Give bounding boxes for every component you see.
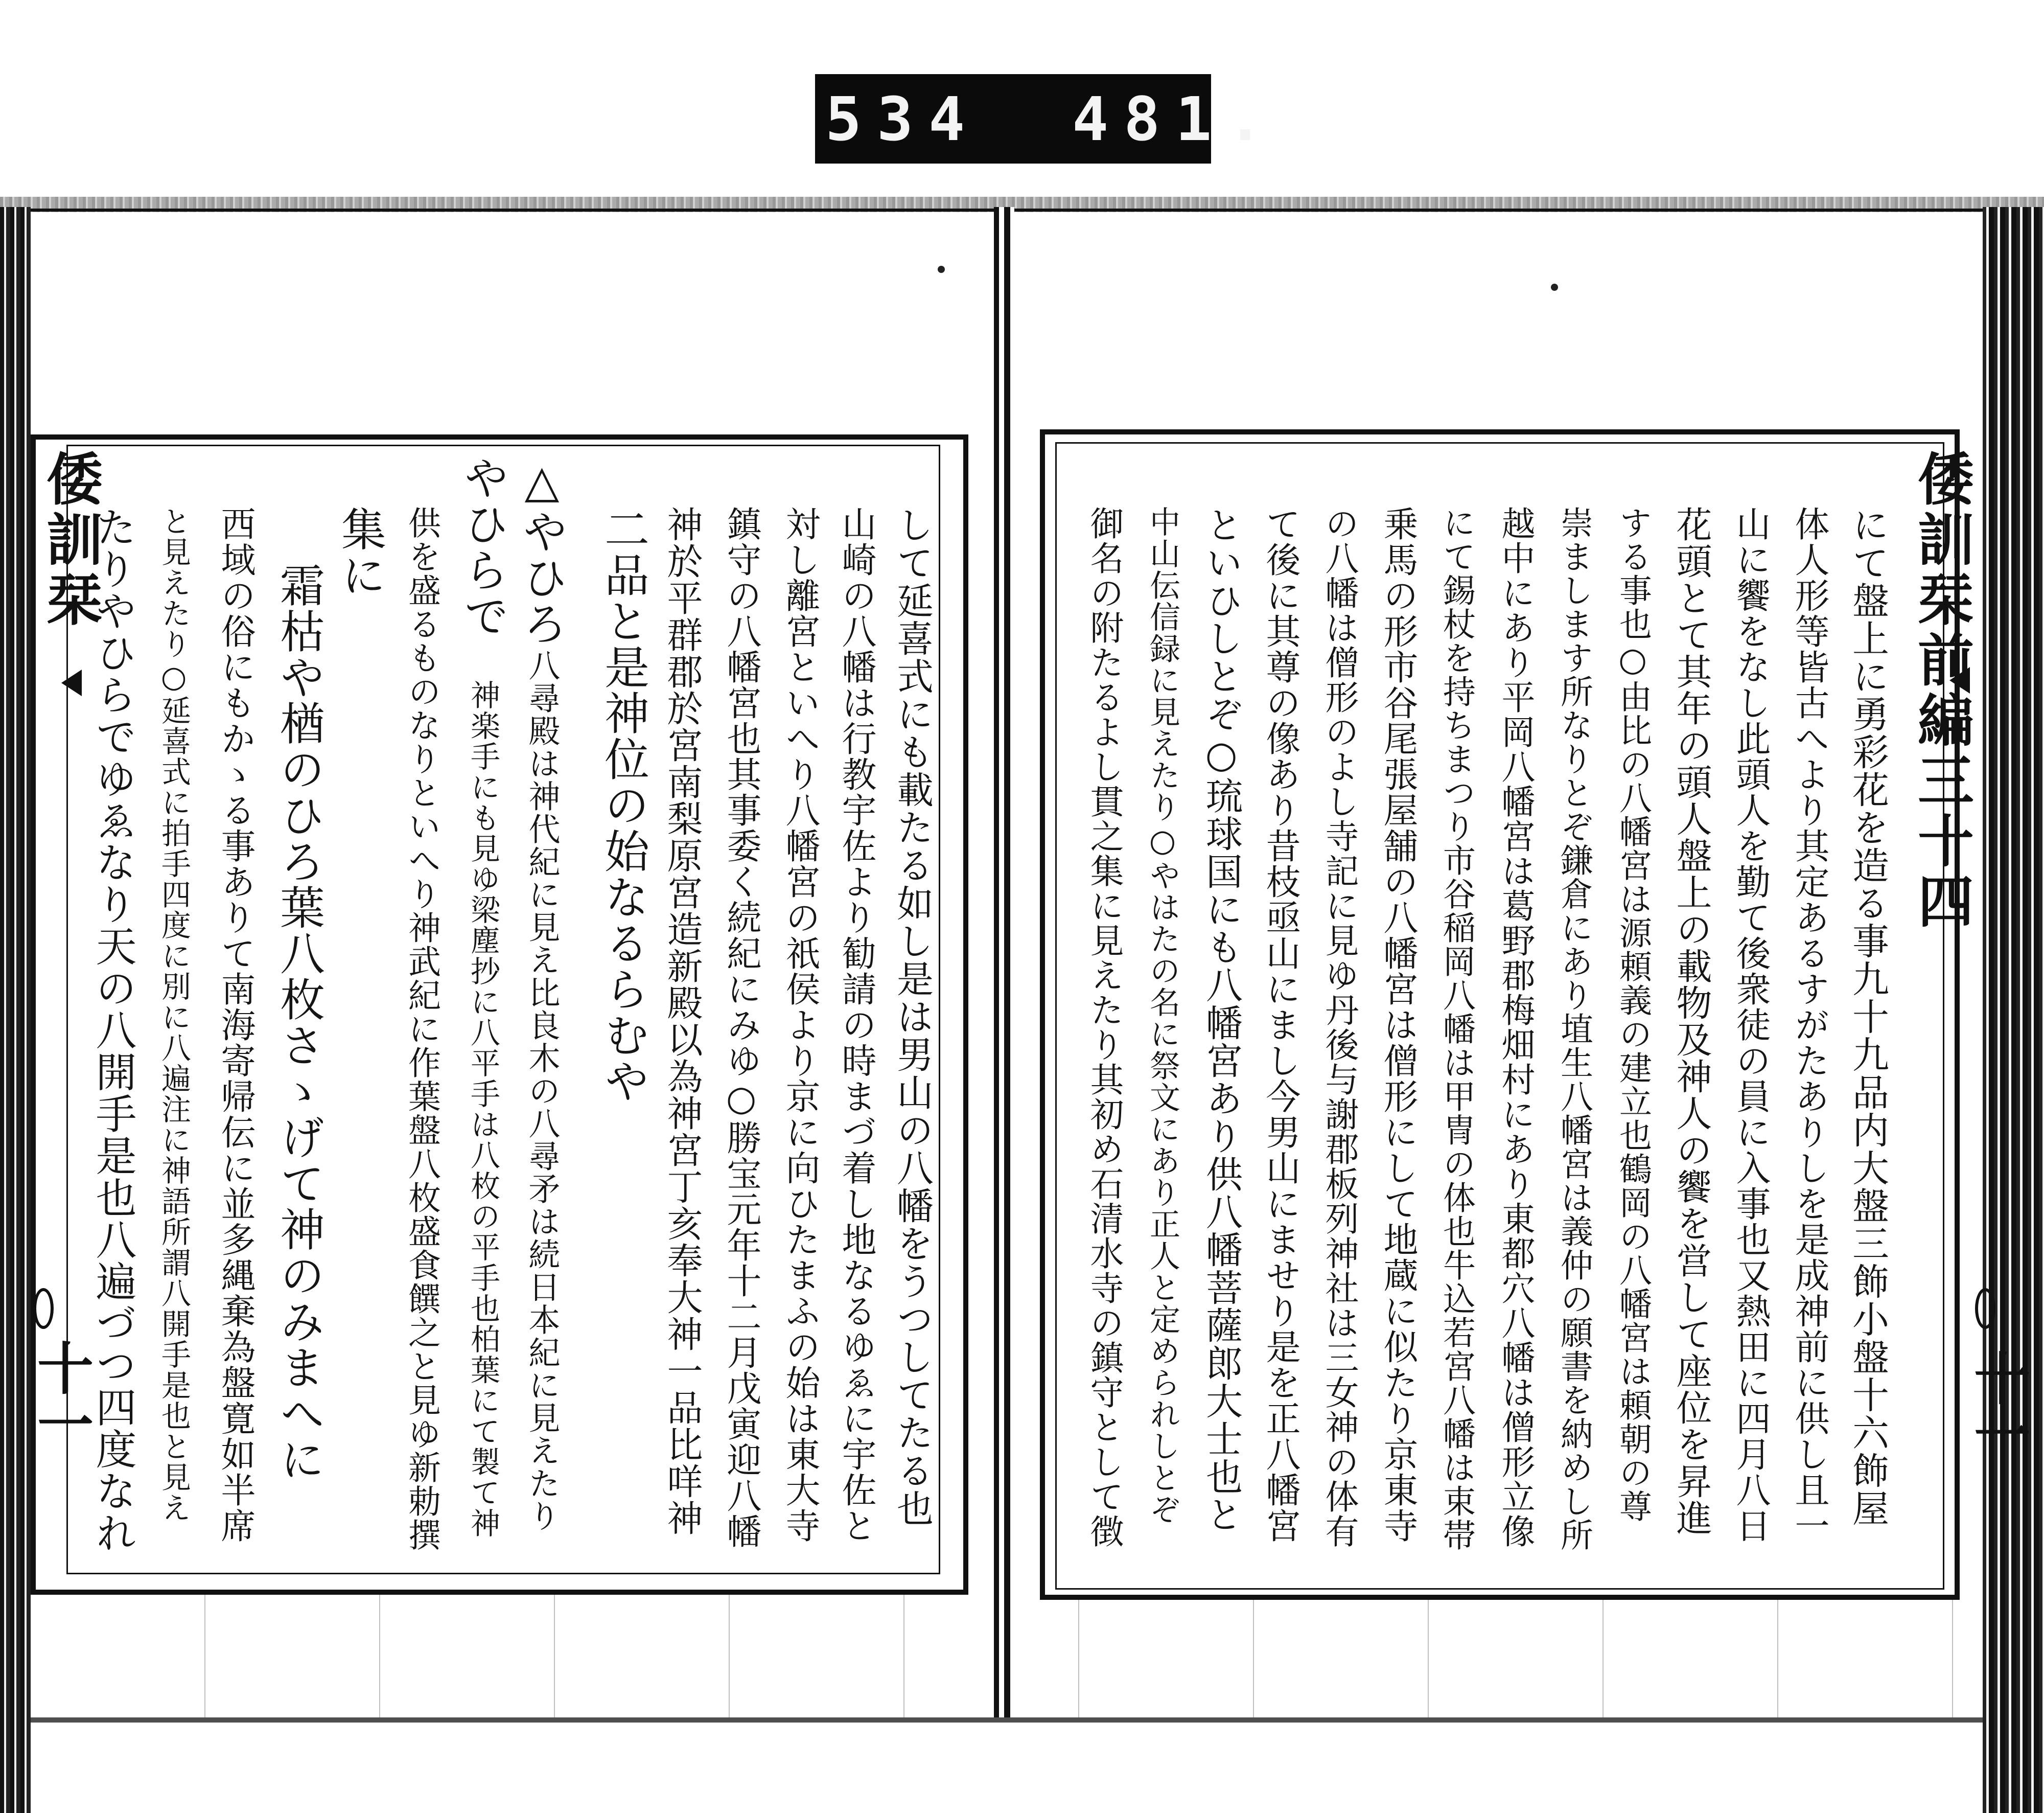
left-text-column: 鎮守の八幡宮也其事委く続紀にみゆ○勝宝元年十二月戊寅迎八幡 (721, 506, 761, 1549)
right-text-column: 越中にあり平岡八幡宮は葛野郡梅畑村にあり東都穴八幡は僧形立像 (1496, 506, 1535, 1549)
left-page-side-title: 倭訓栞 (37, 450, 103, 631)
left-text-column: 山崎の八幡は行教宇佐より勧請の時まづ着し地なるゆゑに宇佐と (836, 506, 876, 1544)
right-page-tab-marker (1949, 667, 1970, 694)
book-left-edge (0, 207, 31, 1813)
archive-number-right: 481. (1072, 83, 1279, 154)
right-text-column: て後に其尊の像あり昔枝亟山にまし今男山にませり是を正八幡宮 (1260, 506, 1300, 1544)
left-text-column: 対し離宮といへり八幡宮の祇侯より京に向ひたまふの始は東大寺 (780, 506, 820, 1544)
book-gutter (994, 207, 1014, 1717)
right-text-column: 花頭とて其年の頭人盤上の載物及神人の饗を営して座位を昇進 (1670, 506, 1712, 1536)
right-text-column: の八幡は僧形のよし寺記に見ゆ丹後与謝郡板列神社は三女神の体有 (1319, 506, 1359, 1549)
left-text-column: して延喜式にも載たる如し是は男山の八幡をうつしてたる也 (891, 506, 934, 1527)
left-text-column: 西域の俗にもかゝる事ありて南海寄帰伝に並多縄棄為盤寛如半席 (215, 506, 256, 1544)
ink-speck (1551, 284, 1558, 291)
book-right-edge (1983, 207, 2044, 1813)
right-text-column: する事也○由比の八幡宮は源頼義の建立也鶴岡の八幡宮は頼朝の尊 (1614, 506, 1652, 1523)
left-text-column: 八尋殿は神代紀に見え比良木の八尋矛は続日本紀に見えたり (523, 649, 561, 1532)
right-text-column: 乗馬の形市谷尾張屋舗の八幡宮は僧形にして地蔵に似たり京東寺 (1378, 506, 1418, 1544)
left-page-number: 十一 (28, 1339, 94, 1452)
left-page-tab-marker (61, 670, 82, 696)
left-text-column: やひらで (457, 455, 509, 639)
page-bottom-rules (31, 1595, 1983, 1717)
right-page-fold-mark (1975, 1288, 1995, 1329)
ink-speck (938, 266, 945, 273)
right-page-number: 十一 (1965, 1349, 2031, 1462)
right-text-column: 崇まします所なりとぞ鎌倉にあり埴生八幡宮は義仲の願書を納めし所 (1555, 506, 1593, 1552)
right-text-column: といひしとぞ○琉球国にも八幡宮あり供八幡菩薩郎大士也と (1200, 506, 1243, 1533)
right-text-column: 体人形等皆古へより其定あるすがたありしを是成神前に供し且一 (1789, 506, 1829, 1544)
left-text-column: と見えたり○延喜式に拍手四度に別に八遍注に神語所謂八開手是也と見え (156, 506, 191, 1523)
left-text-column: 集に (334, 506, 387, 598)
left-text-column: たりやひらでゆゑなり天の八開手是也八遍づつ四度なれ (89, 506, 136, 1554)
book-bottom-edge (31, 1717, 1983, 1723)
right-text-column: 御名の附たるよし貫之集に見えたり其初め石清水寺の鎮守として徴 (1084, 506, 1124, 1549)
left-text-column: 神於平群郡於宮南梨原宮造新殿以為神宮丁亥奉大神一品比咩神 (661, 506, 703, 1536)
right-text-column: 山に饗をなし此頭人を勤て後衆徒の員に入事也又熱田に四月八日 (1730, 506, 1771, 1544)
left-text-column: 供を盛るものなりといへり神武紀に作葉盤八枚盛食饌之と見ゆ新勅撰 (403, 506, 440, 1552)
left-text-column: △やひろ (516, 455, 568, 647)
left-page-fold-mark (33, 1288, 54, 1329)
right-text-column: 中山伝信録に見えたり○やはたの名に祭文にあり正人と定められしとぞ (1145, 506, 1180, 1525)
right-text-column: にて錫杖を持ちまつり市谷稲岡八幡は甲冑の体也牛込若宮八幡は束帯 (1437, 506, 1475, 1552)
right-text-column: にて盤上に勇彩花を造る事九十九品内大盤三飾小盤十六飾屋 (1846, 506, 1889, 1527)
archive-number-label (815, 74, 1279, 164)
left-text-column: 二品と是神位の始なるらむや (597, 506, 650, 1104)
left-text-column: 霜枯や楢のひろ葉八枚さゝげて神のみまへに (273, 562, 326, 1482)
book-top-line (0, 209, 2044, 212)
left-text-column: 神楽手にも見ゆ梁塵抄に八平手は八枚の平手也柏葉にて製て神 (466, 680, 500, 1539)
right-page-side-title: 倭訓栞前編三十四 (1909, 450, 1975, 932)
archive-number-left: 534 (825, 83, 981, 154)
